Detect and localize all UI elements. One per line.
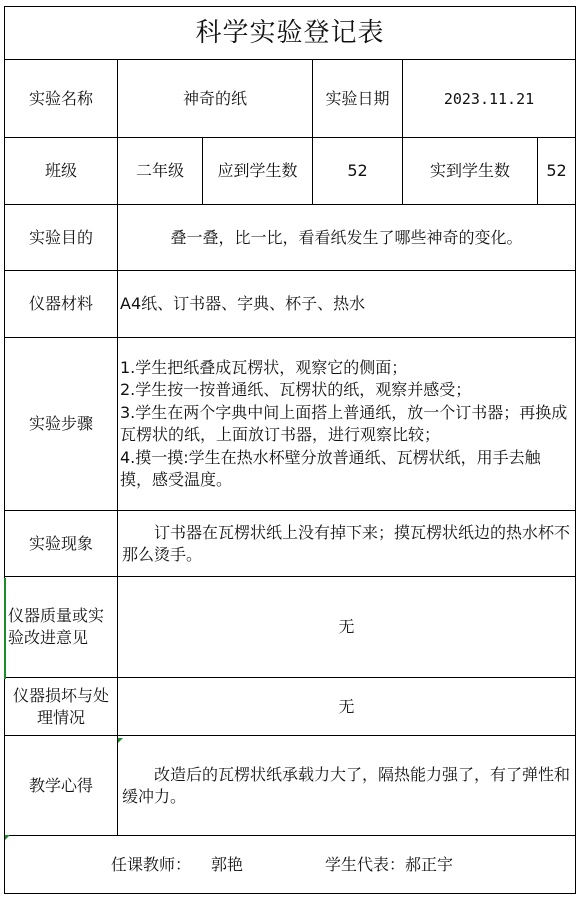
damage-label: 仪器损坏与处理情况 xyxy=(5,678,118,736)
quality-label: 仪器质量或实验改进意见 xyxy=(5,577,118,678)
experiment-date-label: 实验日期 xyxy=(313,60,403,138)
actual-students-label: 实到学生数 xyxy=(403,138,538,205)
actual-students-value: 52 xyxy=(538,138,576,205)
class-value: 二年级 xyxy=(118,138,203,205)
form-title: 科学实验登记表 xyxy=(5,7,576,60)
expected-students-label: 应到学生数 xyxy=(203,138,313,205)
form-table xyxy=(4,6,576,894)
signature-row xyxy=(5,836,576,894)
reflection-label: 教学心得 xyxy=(5,736,118,836)
student-rep-name: 郝正宇 xyxy=(405,854,454,874)
student-rep-label: 学生代表： xyxy=(325,854,406,874)
step-item: 2.学生按一按普通纸、瓦楞状的纸，观察并感受； xyxy=(120,380,472,399)
cell-marker xyxy=(5,835,10,840)
purpose-value: 叠一叠，比一比，看看纸发生了哪些神奇的变化。 xyxy=(118,205,576,271)
damage-value: 无 xyxy=(118,678,576,736)
selection-edge xyxy=(4,578,6,679)
step-item: 4.摸一摸:学生在热水杯壁分放普通纸、瓦楞状纸，用手去触摸，感受温度。 xyxy=(120,447,541,489)
steps-list xyxy=(118,338,576,511)
quality-value: 无 xyxy=(118,577,576,678)
expected-students-value: 52 xyxy=(313,138,403,205)
experiment-name-label: 实验名称 xyxy=(5,60,118,138)
registration-form xyxy=(4,6,575,893)
teacher-label: 任课教师： xyxy=(111,854,192,874)
materials-value: A4纸、订书器、字典、杯子、热水 xyxy=(118,271,576,338)
reflection-value: 改造后的瓦楞状纸承载力大了，隔热能力强了，有了弹性和缓冲力。 xyxy=(118,736,576,836)
materials-label: 仪器材料 xyxy=(5,271,118,338)
class-label: 班级 xyxy=(5,138,118,205)
cell-marker xyxy=(118,738,123,743)
experiment-name-value: 神奇的纸 xyxy=(118,60,313,138)
step-item: 1.学生把纸叠成瓦楞状，观察它的侧面； xyxy=(120,357,408,377)
purpose-label: 实验目的 xyxy=(5,205,118,271)
step-item: 3.学生在两个字典中间上面搭上普通纸，放一个订书器；再换成瓦楞状的纸，上面放订书器，进行观察比较； xyxy=(120,402,568,444)
teacher-name: 郭艳 xyxy=(211,854,244,874)
phenomenon-value: 订书器在瓦楞状纸上没有掉下来；摸瓦楞状纸边的热水杯不那么烫手。 xyxy=(118,511,576,577)
experiment-date-value: 2023.11.21 xyxy=(403,60,576,138)
phenomenon-label: 实验现象 xyxy=(5,511,118,577)
steps-label: 实验步骤 xyxy=(5,338,118,511)
